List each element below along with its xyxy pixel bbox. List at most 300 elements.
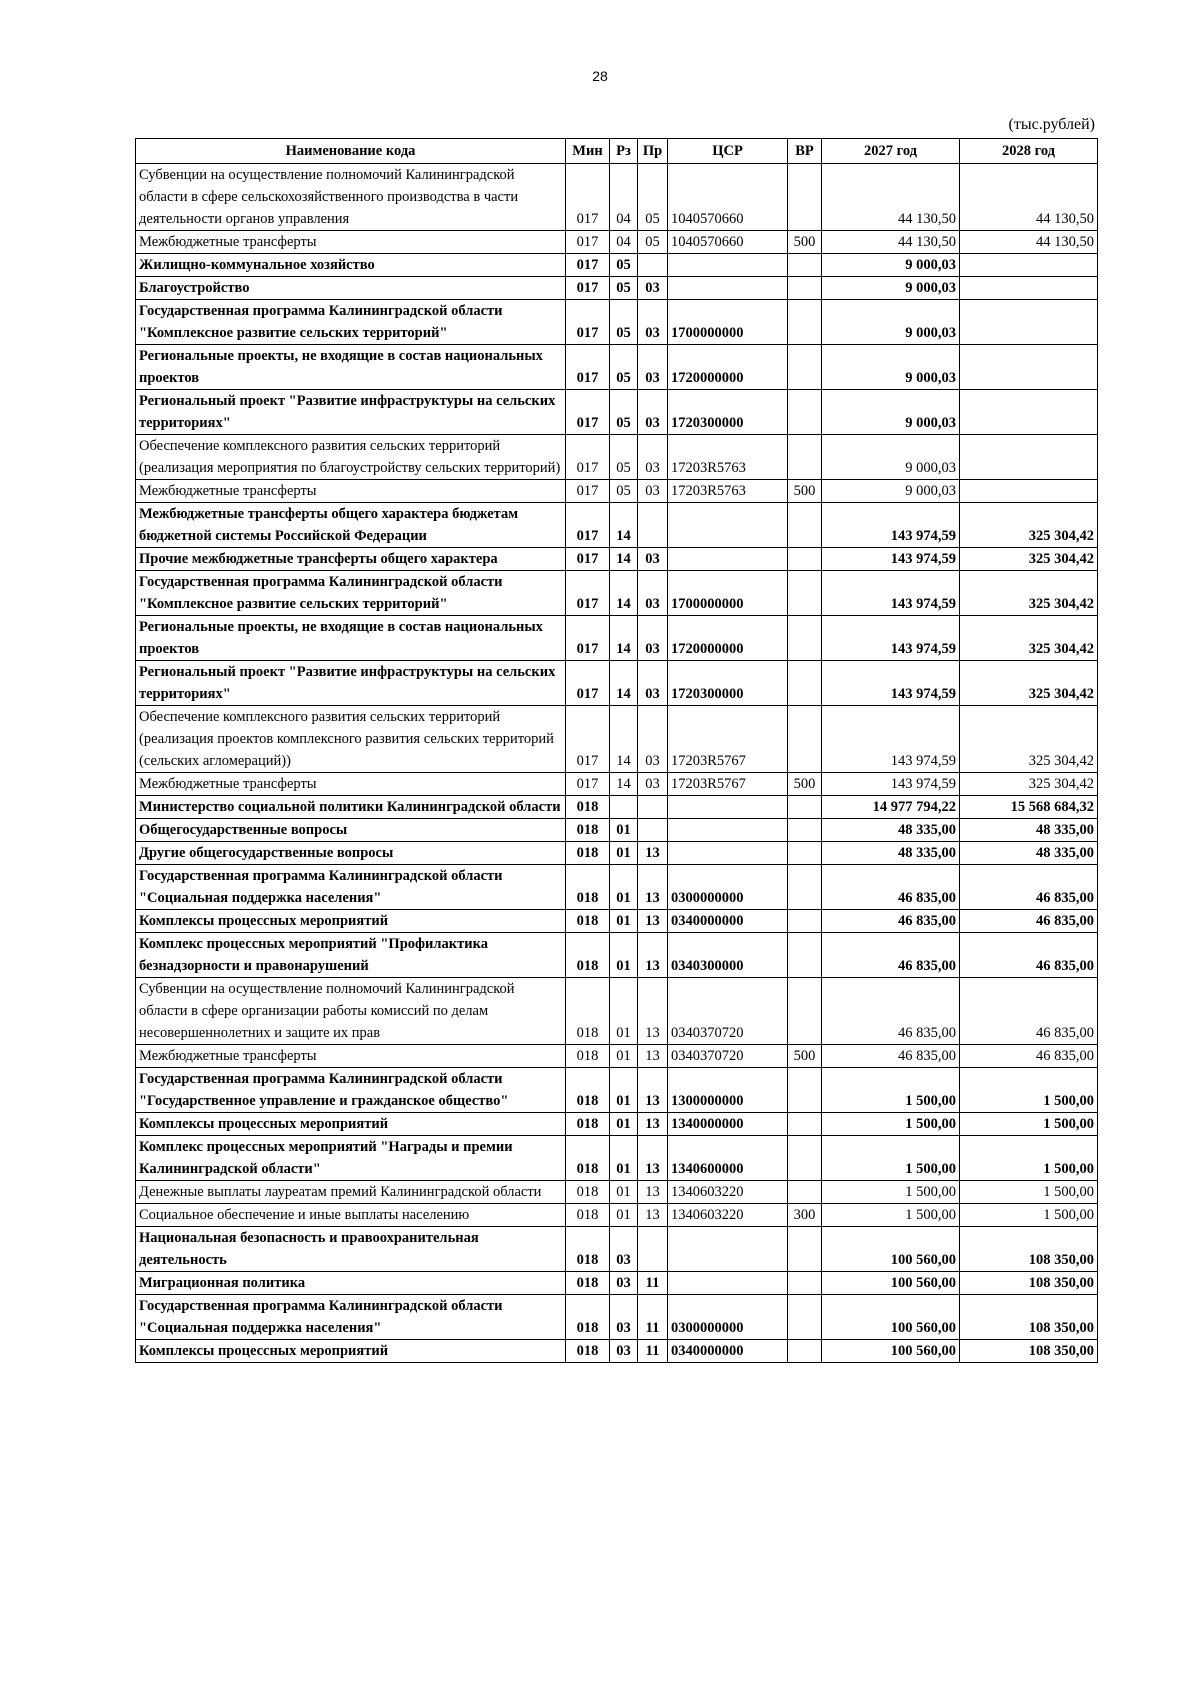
cell-2027: 143 974,59 xyxy=(822,548,960,571)
cell-min: 018 xyxy=(566,1295,610,1340)
cell-rz: 14 xyxy=(610,503,638,548)
cell-min: 018 xyxy=(566,1204,610,1227)
cell-name: Межбюджетные трансферты xyxy=(136,1045,566,1068)
cell-csr xyxy=(668,254,788,277)
cell-min: 017 xyxy=(566,164,610,231)
header-cell-2028: 2028 год xyxy=(960,139,1098,164)
cell-min: 018 xyxy=(566,978,610,1045)
cell-2027: 1 500,00 xyxy=(822,1204,960,1227)
cell-vr xyxy=(788,1181,822,1204)
cell-2028 xyxy=(960,277,1098,300)
cell-vr xyxy=(788,548,822,571)
cell-2028: 325 304,42 xyxy=(960,661,1098,706)
cell-min: 017 xyxy=(566,390,610,435)
header-cell-min: Мин xyxy=(566,139,610,164)
cell-2027: 44 130,50 xyxy=(822,231,960,254)
cell-min: 018 xyxy=(566,1227,610,1272)
cell-2027: 143 974,59 xyxy=(822,503,960,548)
cell-rz: 01 xyxy=(610,1045,638,1068)
cell-csr: 17203R5767 xyxy=(668,773,788,796)
cell-pr: 13 xyxy=(638,842,668,865)
table-row xyxy=(136,435,1098,480)
table-row xyxy=(136,1045,1098,1068)
cell-pr: 03 xyxy=(638,300,668,345)
cell-pr xyxy=(638,819,668,842)
cell-2027: 9 000,03 xyxy=(822,435,960,480)
cell-rz: 14 xyxy=(610,661,638,706)
cell-2027: 143 974,59 xyxy=(822,571,960,616)
header-cell-name: Наименование кода xyxy=(136,139,566,164)
cell-2027: 9 000,03 xyxy=(822,390,960,435)
cell-2028: 1 500,00 xyxy=(960,1181,1098,1204)
cell-2028: 44 130,50 xyxy=(960,164,1098,231)
table-row xyxy=(136,1272,1098,1295)
cell-2028 xyxy=(960,300,1098,345)
table-row xyxy=(136,1340,1098,1363)
cell-csr: 0300000000 xyxy=(668,865,788,910)
units-label: (тыс.рублей) xyxy=(1008,116,1095,133)
cell-2027: 9 000,03 xyxy=(822,480,960,503)
cell-pr: 13 xyxy=(638,933,668,978)
cell-pr: 13 xyxy=(638,1204,668,1227)
cell-pr: 13 xyxy=(638,910,668,933)
cell-csr xyxy=(668,1227,788,1272)
cell-vr: 500 xyxy=(788,231,822,254)
table-row xyxy=(136,842,1098,865)
cell-name: Жилищно-коммунальное хозяйство xyxy=(136,254,566,277)
table-row xyxy=(136,773,1098,796)
cell-pr: 03 xyxy=(638,661,668,706)
cell-rz: 14 xyxy=(610,548,638,571)
table-row xyxy=(136,1136,1098,1181)
cell-pr: 03 xyxy=(638,548,668,571)
cell-2028: 1 500,00 xyxy=(960,1136,1098,1181)
table-row xyxy=(136,796,1098,819)
cell-csr xyxy=(668,548,788,571)
cell-min: 017 xyxy=(566,773,610,796)
cell-name: Государственная программа Калининградской области "Государственное управление и гражданское общество" xyxy=(136,1068,566,1113)
cell-rz: 05 xyxy=(610,480,638,503)
cell-pr: 03 xyxy=(638,706,668,773)
table-row xyxy=(136,548,1098,571)
cell-pr xyxy=(638,254,668,277)
cell-csr: 1040570660 xyxy=(668,231,788,254)
cell-vr xyxy=(788,254,822,277)
table-row xyxy=(136,277,1098,300)
cell-rz: 03 xyxy=(610,1272,638,1295)
cell-rz: 14 xyxy=(610,773,638,796)
cell-2027: 9 000,03 xyxy=(822,345,960,390)
cell-name: Денежные выплаты лауреатам премий Калининградской области xyxy=(136,1181,566,1204)
cell-min: 017 xyxy=(566,706,610,773)
table-row xyxy=(136,910,1098,933)
cell-rz: 01 xyxy=(610,933,638,978)
cell-rz: 01 xyxy=(610,1204,638,1227)
table-row xyxy=(136,254,1098,277)
cell-min: 018 xyxy=(566,1113,610,1136)
cell-name: Другие общегосударственные вопросы xyxy=(136,842,566,865)
cell-rz: 04 xyxy=(610,231,638,254)
cell-2028: 15 568 684,32 xyxy=(960,796,1098,819)
cell-min: 017 xyxy=(566,480,610,503)
cell-pr: 03 xyxy=(638,435,668,480)
cell-pr xyxy=(638,1227,668,1272)
cell-rz: 05 xyxy=(610,435,638,480)
cell-vr xyxy=(788,1227,822,1272)
cell-name: Региональные проекты, не входящие в состав национальных проектов xyxy=(136,616,566,661)
cell-name: Обеспечение комплексного развития сельских территорий (реализация проектов комплексного развития сельских территорий (сельских агломераций)) xyxy=(136,706,566,773)
page-number: 28 xyxy=(592,68,608,84)
cell-vr xyxy=(788,978,822,1045)
cell-vr xyxy=(788,1340,822,1363)
cell-name: Субвенции на осуществление полномочий Калининградской области в сфере организации работы комиссий по делам несовершеннолетних и защите их прав xyxy=(136,978,566,1045)
cell-2028 xyxy=(960,390,1098,435)
cell-csr: 0340300000 xyxy=(668,933,788,978)
table-row xyxy=(136,661,1098,706)
cell-min: 017 xyxy=(566,231,610,254)
cell-pr: 03 xyxy=(638,277,668,300)
cell-min: 018 xyxy=(566,819,610,842)
cell-min: 018 xyxy=(566,1136,610,1181)
cell-csr: 1340603220 xyxy=(668,1181,788,1204)
cell-name: Региональный проект "Развитие инфраструктуры на сельских территориях" xyxy=(136,390,566,435)
cell-2028: 48 335,00 xyxy=(960,842,1098,865)
cell-vr: 500 xyxy=(788,773,822,796)
cell-2028: 108 350,00 xyxy=(960,1227,1098,1272)
cell-csr xyxy=(668,503,788,548)
table-row xyxy=(136,978,1098,1045)
cell-2027: 44 130,50 xyxy=(822,164,960,231)
cell-vr xyxy=(788,503,822,548)
cell-pr: 13 xyxy=(638,1136,668,1181)
cell-csr xyxy=(668,819,788,842)
cell-min: 018 xyxy=(566,1272,610,1295)
cell-2027: 100 560,00 xyxy=(822,1272,960,1295)
cell-csr: 0340000000 xyxy=(668,1340,788,1363)
cell-vr xyxy=(788,796,822,819)
cell-vr: 500 xyxy=(788,480,822,503)
cell-csr: 17203R5763 xyxy=(668,480,788,503)
table-row xyxy=(136,616,1098,661)
table-row xyxy=(136,819,1098,842)
cell-pr: 13 xyxy=(638,978,668,1045)
cell-rz: 05 xyxy=(610,300,638,345)
cell-min: 017 xyxy=(566,300,610,345)
cell-name: Национальная безопасность и правоохранительная деятельность xyxy=(136,1227,566,1272)
cell-min: 018 xyxy=(566,842,610,865)
cell-vr xyxy=(788,910,822,933)
cell-name: Субвенции на осуществление полномочий Калининградской области в сфере сельскохозяйственного производства в части деятельности органов управления xyxy=(136,164,566,231)
cell-pr: 13 xyxy=(638,1113,668,1136)
cell-vr xyxy=(788,661,822,706)
cell-rz: 01 xyxy=(610,1136,638,1181)
cell-2028: 46 835,00 xyxy=(960,933,1098,978)
cell-pr: 13 xyxy=(638,1068,668,1113)
cell-vr xyxy=(788,1136,822,1181)
cell-rz: 14 xyxy=(610,571,638,616)
table-row xyxy=(136,231,1098,254)
cell-rz: 05 xyxy=(610,254,638,277)
cell-vr xyxy=(788,300,822,345)
cell-2028: 46 835,00 xyxy=(960,1045,1098,1068)
cell-vr xyxy=(788,435,822,480)
table-row xyxy=(136,164,1098,231)
cell-2028 xyxy=(960,480,1098,503)
table-row xyxy=(136,1068,1098,1113)
cell-name: Межбюджетные трансферты xyxy=(136,480,566,503)
table-header-row xyxy=(136,139,1098,164)
cell-2028 xyxy=(960,345,1098,390)
header-cell-vr: ВР xyxy=(788,139,822,164)
cell-2028 xyxy=(960,435,1098,480)
cell-min: 018 xyxy=(566,1340,610,1363)
cell-name: Социальное обеспечение и иные выплаты населению xyxy=(136,1204,566,1227)
cell-csr: 1720000000 xyxy=(668,345,788,390)
cell-2027: 1 500,00 xyxy=(822,1136,960,1181)
cell-2028: 44 130,50 xyxy=(960,231,1098,254)
cell-vr xyxy=(788,571,822,616)
cell-pr: 13 xyxy=(638,1181,668,1204)
cell-vr xyxy=(788,1295,822,1340)
cell-vr: 300 xyxy=(788,1204,822,1227)
cell-rz: 14 xyxy=(610,706,638,773)
cell-vr xyxy=(788,706,822,773)
cell-csr: 17203R5763 xyxy=(668,435,788,480)
table-row xyxy=(136,390,1098,435)
cell-pr: 03 xyxy=(638,345,668,390)
header-cell-rz: Рз xyxy=(610,139,638,164)
cell-2027: 48 335,00 xyxy=(822,819,960,842)
cell-2027: 100 560,00 xyxy=(822,1295,960,1340)
cell-csr: 1340600000 xyxy=(668,1136,788,1181)
cell-csr: 1300000000 xyxy=(668,1068,788,1113)
cell-2028: 108 350,00 xyxy=(960,1272,1098,1295)
cell-rz: 03 xyxy=(610,1295,638,1340)
table-row xyxy=(136,1113,1098,1136)
cell-2027: 143 974,59 xyxy=(822,661,960,706)
cell-rz: 14 xyxy=(610,616,638,661)
cell-2027: 9 000,03 xyxy=(822,300,960,345)
cell-min: 018 xyxy=(566,865,610,910)
cell-name: Государственная программа Калининградской области "Комплексное развитие сельских территорий" xyxy=(136,571,566,616)
cell-2028: 325 304,42 xyxy=(960,571,1098,616)
cell-min: 018 xyxy=(566,910,610,933)
cell-2028: 1 500,00 xyxy=(960,1068,1098,1113)
cell-min: 017 xyxy=(566,254,610,277)
cell-vr xyxy=(788,164,822,231)
cell-rz: 04 xyxy=(610,164,638,231)
cell-csr: 0300000000 xyxy=(668,1295,788,1340)
cell-min: 017 xyxy=(566,503,610,548)
table-row xyxy=(136,480,1098,503)
cell-rz: 01 xyxy=(610,1181,638,1204)
cell-csr: 0340000000 xyxy=(668,910,788,933)
cell-2028: 46 835,00 xyxy=(960,910,1098,933)
cell-csr xyxy=(668,842,788,865)
cell-2027: 46 835,00 xyxy=(822,933,960,978)
cell-2028: 46 835,00 xyxy=(960,865,1098,910)
cell-name: Региональные проекты, не входящие в состав национальных проектов xyxy=(136,345,566,390)
cell-csr: 1340000000 xyxy=(668,1113,788,1136)
table-row xyxy=(136,571,1098,616)
cell-name: Государственная программа Калининградской области "Социальная поддержка населения" xyxy=(136,865,566,910)
cell-name: Межбюджетные трансферты xyxy=(136,773,566,796)
cell-rz: 01 xyxy=(610,1068,638,1113)
table-row xyxy=(136,1227,1098,1272)
cell-2028: 48 335,00 xyxy=(960,819,1098,842)
table-row xyxy=(136,1181,1098,1204)
cell-2028: 108 350,00 xyxy=(960,1340,1098,1363)
cell-2028: 1 500,00 xyxy=(960,1204,1098,1227)
cell-pr: 05 xyxy=(638,164,668,231)
header-cell-pr: Пр xyxy=(638,139,668,164)
cell-pr xyxy=(638,503,668,548)
cell-2027: 14 977 794,22 xyxy=(822,796,960,819)
cell-vr xyxy=(788,933,822,978)
cell-rz: 05 xyxy=(610,277,638,300)
cell-rz: 03 xyxy=(610,1340,638,1363)
cell-name: Благоустройство xyxy=(136,277,566,300)
cell-2027: 1 500,00 xyxy=(822,1068,960,1113)
cell-pr: 13 xyxy=(638,1045,668,1068)
cell-pr: 03 xyxy=(638,571,668,616)
cell-vr xyxy=(788,616,822,661)
header-cell-csr: ЦСР xyxy=(668,139,788,164)
cell-vr xyxy=(788,1113,822,1136)
cell-name: Миграционная политика xyxy=(136,1272,566,1295)
cell-rz: 01 xyxy=(610,1113,638,1136)
cell-name: Государственная программа Калининградской области "Социальная поддержка населения" xyxy=(136,1295,566,1340)
cell-min: 018 xyxy=(566,796,610,819)
table-row xyxy=(136,706,1098,773)
cell-min: 018 xyxy=(566,1181,610,1204)
cell-name: Прочие межбюджетные трансферты общего характера xyxy=(136,548,566,571)
cell-pr: 11 xyxy=(638,1340,668,1363)
cell-name: Государственная программа Калининградской области "Комплексное развитие сельских территорий" xyxy=(136,300,566,345)
cell-csr: 1720300000 xyxy=(668,661,788,706)
cell-csr xyxy=(668,1272,788,1295)
cell-2027: 9 000,03 xyxy=(822,254,960,277)
cell-rz: 01 xyxy=(610,819,638,842)
cell-min: 017 xyxy=(566,616,610,661)
cell-pr xyxy=(638,796,668,819)
cell-pr: 03 xyxy=(638,480,668,503)
cell-2028: 108 350,00 xyxy=(960,1295,1098,1340)
cell-rz xyxy=(610,796,638,819)
cell-pr: 03 xyxy=(638,616,668,661)
cell-vr xyxy=(788,390,822,435)
table-row xyxy=(136,1204,1098,1227)
cell-2028: 325 304,42 xyxy=(960,773,1098,796)
cell-csr xyxy=(668,277,788,300)
cell-min: 017 xyxy=(566,661,610,706)
cell-name: Обеспечение комплексного развития сельских территорий (реализация мероприятия по благоустройству сельских территорий) xyxy=(136,435,566,480)
cell-name: Комплекс процессных мероприятий "Награды и премии Калининградской области" xyxy=(136,1136,566,1181)
cell-2027: 9 000,03 xyxy=(822,277,960,300)
cell-vr xyxy=(788,277,822,300)
cell-2028 xyxy=(960,254,1098,277)
cell-vr: 500 xyxy=(788,1045,822,1068)
table-body xyxy=(136,164,1098,1363)
cell-2028: 325 304,42 xyxy=(960,616,1098,661)
cell-2027: 1 500,00 xyxy=(822,1113,960,1136)
cell-2027: 46 835,00 xyxy=(822,910,960,933)
cell-min: 017 xyxy=(566,571,610,616)
header-cell-2027: 2027 год xyxy=(822,139,960,164)
cell-2027: 143 974,59 xyxy=(822,773,960,796)
cell-min: 017 xyxy=(566,548,610,571)
cell-name: Комплексы процессных мероприятий xyxy=(136,1113,566,1136)
cell-rz: 01 xyxy=(610,865,638,910)
cell-csr: 0340370720 xyxy=(668,978,788,1045)
cell-2027: 46 835,00 xyxy=(822,1045,960,1068)
cell-name: Министерство социальной политики Калининградской области xyxy=(136,796,566,819)
cell-csr: 1720000000 xyxy=(668,616,788,661)
cell-2027: 100 560,00 xyxy=(822,1340,960,1363)
cell-rz: 05 xyxy=(610,390,638,435)
table-row xyxy=(136,300,1098,345)
cell-2027: 46 835,00 xyxy=(822,865,960,910)
cell-vr xyxy=(788,842,822,865)
cell-csr: 1040570660 xyxy=(668,164,788,231)
cell-vr xyxy=(788,819,822,842)
cell-name: Межбюджетные трансферты xyxy=(136,231,566,254)
cell-min: 018 xyxy=(566,1068,610,1113)
table-row xyxy=(136,1295,1098,1340)
cell-pr: 11 xyxy=(638,1272,668,1295)
cell-2028: 325 304,42 xyxy=(960,548,1098,571)
cell-2028: 46 835,00 xyxy=(960,978,1098,1045)
cell-csr: 0340370720 xyxy=(668,1045,788,1068)
cell-pr: 11 xyxy=(638,1295,668,1340)
cell-rz: 03 xyxy=(610,1227,638,1272)
cell-name: Комплексы процессных мероприятий xyxy=(136,1340,566,1363)
cell-csr xyxy=(668,796,788,819)
table-row xyxy=(136,345,1098,390)
cell-2027: 143 974,59 xyxy=(822,706,960,773)
cell-vr xyxy=(788,1068,822,1113)
cell-csr: 1720300000 xyxy=(668,390,788,435)
cell-pr: 03 xyxy=(638,390,668,435)
cell-2028: 1 500,00 xyxy=(960,1113,1098,1136)
cell-2028: 325 304,42 xyxy=(960,706,1098,773)
table-row xyxy=(136,933,1098,978)
cell-min: 017 xyxy=(566,435,610,480)
cell-min: 018 xyxy=(566,933,610,978)
cell-name: Комплекс процессных мероприятий "Профилактика безнадзорности и правонарушений xyxy=(136,933,566,978)
cell-csr: 17203R5767 xyxy=(668,706,788,773)
cell-2027: 48 335,00 xyxy=(822,842,960,865)
cell-csr: 1700000000 xyxy=(668,300,788,345)
cell-2027: 143 974,59 xyxy=(822,616,960,661)
cell-vr xyxy=(788,345,822,390)
cell-name: Комплексы процессных мероприятий xyxy=(136,910,566,933)
cell-name: Межбюджетные трансферты общего характера бюджетам бюджетной системы Российской Федерации xyxy=(136,503,566,548)
budget-table xyxy=(135,138,1098,1363)
cell-name: Общегосударственные вопросы xyxy=(136,819,566,842)
cell-min: 017 xyxy=(566,345,610,390)
cell-vr xyxy=(788,1272,822,1295)
cell-2027: 46 835,00 xyxy=(822,978,960,1045)
cell-rz: 01 xyxy=(610,842,638,865)
cell-csr: 1700000000 xyxy=(668,571,788,616)
table-row xyxy=(136,865,1098,910)
cell-name: Региональный проект "Развитие инфраструктуры на сельских территориях" xyxy=(136,661,566,706)
cell-rz: 01 xyxy=(610,910,638,933)
cell-pr: 03 xyxy=(638,773,668,796)
cell-pr: 13 xyxy=(638,865,668,910)
cell-2027: 1 500,00 xyxy=(822,1181,960,1204)
